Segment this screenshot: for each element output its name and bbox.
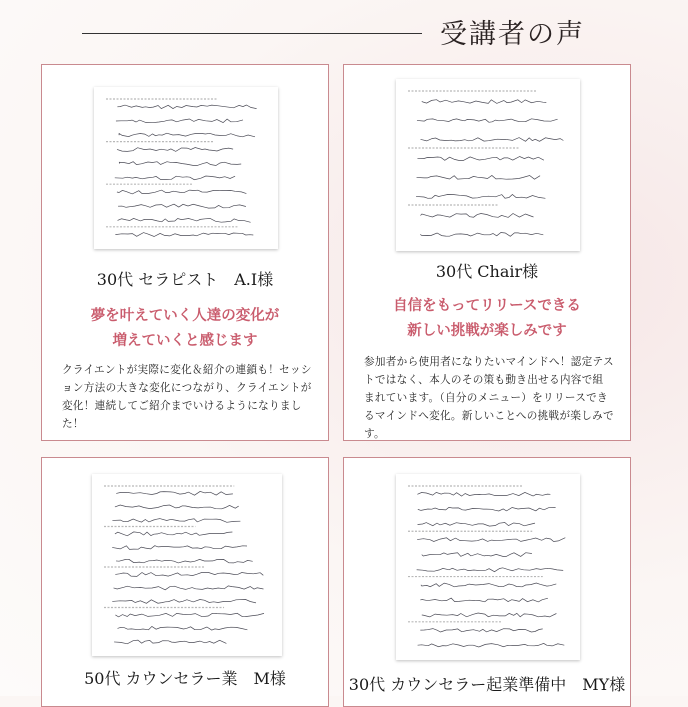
testimonial-card-1 — [41, 64, 329, 441]
section-title: 受講者の声 — [440, 19, 585, 50]
catch-line-2: 新しい挑戦が楽しみです — [407, 322, 567, 339]
testimonial-card-4 — [343, 457, 631, 707]
catch-line-2: 増えていくと感じます — [112, 332, 258, 349]
handwritten-survey-image — [94, 87, 278, 249]
handwritten-survey-image — [396, 79, 580, 251]
testimonial-body: クライエントが実際に変化＆紹介の連鎖も！セッション方法の大きな変化につながり、クライエントが変化！連続してご紹介までいけるようになりました！ — [62, 364, 312, 430]
testimonial-card-2 — [343, 64, 631, 441]
testimonial-catch — [42, 303, 328, 353]
testimonial-body: 参加者から使用者になりたいマインドへ！認定テストではなく、本人のその策も動き出せる内容で組まれています。（自分のメニュー）をリリースできるマインドへ変化。新しいことへの挑戦が楽しみです。 — [364, 356, 614, 440]
catch-line-1: 夢を叶えていく人達の変化が — [90, 307, 280, 324]
testimonial-name: 50代 カウンセラー業 M様 — [84, 669, 286, 688]
testimonial-name: 30代 セラピスト A.I様 — [96, 270, 274, 289]
testimonial-name: 30代 Chair様 — [435, 262, 539, 281]
testimonial-card-3 — [41, 457, 329, 707]
handwritten-survey-image — [92, 474, 282, 656]
testimonial-catch — [344, 293, 630, 343]
heading-rule — [82, 33, 422, 34]
handwritten-survey-image — [396, 474, 580, 660]
catch-line-1: 自信をもってリリースできる — [393, 297, 581, 314]
testimonial-name: 30代 カウンセラー起業準備中 MY様 — [348, 675, 626, 694]
